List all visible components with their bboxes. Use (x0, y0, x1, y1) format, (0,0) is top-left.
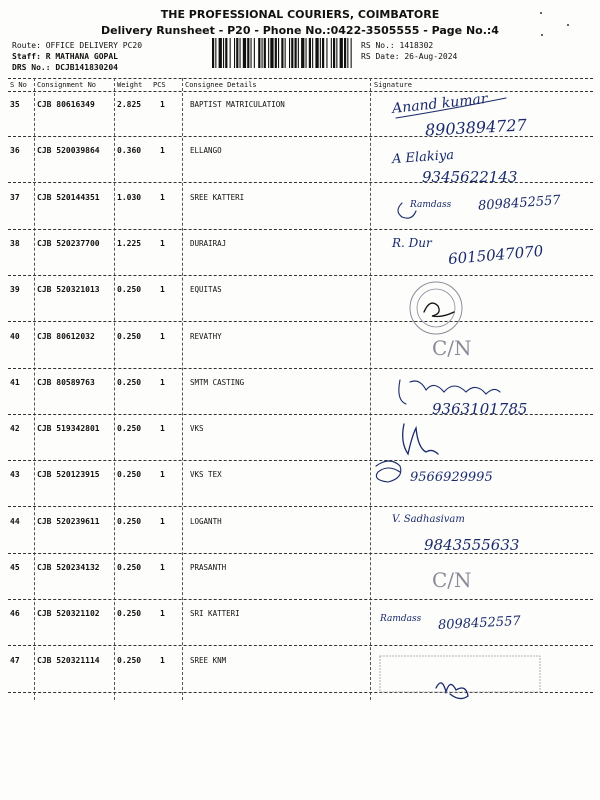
rs-date: RS Date: 26-Aug-2024 (361, 52, 458, 61)
barcode-bar (298, 38, 299, 68)
row-pcs: 1 (160, 609, 165, 618)
barcode-bar (223, 38, 224, 68)
sig-43-phone: 9566929995 (410, 470, 493, 485)
table-row (0, 517, 600, 527)
row-consignee: REVATHY (190, 332, 222, 341)
sig-46-phone: 8098452557 (437, 613, 522, 634)
row-consignee: PRASANTH (190, 563, 227, 572)
row-weight: 0.250 (117, 424, 142, 433)
row-pcs: 1 (160, 470, 165, 479)
column-divider (182, 78, 183, 700)
row-consignment-no: CJB 520144351 (37, 193, 100, 202)
row-sno: 35 (10, 100, 20, 109)
table-top-rule (8, 78, 593, 79)
row-separator (8, 414, 593, 415)
row-sno: 40 (10, 332, 20, 341)
row-consignee: BAPTIST MATRICULATION (190, 100, 285, 109)
row-sno: 42 (10, 424, 20, 433)
row-pcs: 1 (160, 332, 165, 341)
row-weight: 0.360 (117, 146, 142, 155)
barcode-bar (230, 38, 231, 68)
barcode-bar (333, 38, 335, 68)
row-separator (8, 321, 593, 322)
row-separator (8, 460, 593, 461)
row-separator (8, 692, 593, 693)
row-consignee: LOGANTH (190, 517, 222, 526)
sig-37-name: Ramdass (410, 200, 452, 210)
barcode-bar (251, 38, 252, 68)
barcode-bar (264, 38, 266, 68)
runsheet-title: Delivery Runsheet - P20 - Phone No.:0422-3505555 - Page No.:4 (101, 24, 499, 37)
row-pcs: 1 (160, 146, 165, 155)
col-header-weight: Weight (117, 81, 143, 89)
row-consignee: SRI KATTERI (190, 609, 240, 618)
row-consignment-no: CJB 520237700 (37, 239, 100, 248)
sig-40-mark: C/N (432, 336, 472, 360)
row-weight: 1.030 (117, 193, 142, 202)
row-sno: 46 (10, 609, 20, 618)
barcode-bar (225, 38, 227, 68)
row-pcs: 1 (160, 563, 165, 572)
sig-38-name: R. Dur (392, 236, 432, 250)
barcode-bar (295, 38, 297, 68)
row-weight: 0.250 (117, 656, 142, 665)
barcode-bar (322, 38, 324, 68)
rs-number: RS No.: 1418302 (361, 41, 434, 50)
barcode-bar (278, 38, 279, 68)
table-row (0, 332, 600, 342)
row-separator (8, 553, 593, 554)
row-separator (8, 506, 593, 507)
row-consignee: VKS TEX (190, 470, 222, 479)
table-row (0, 193, 600, 203)
row-consignment-no: CJB 519342801 (37, 424, 100, 433)
table-row (0, 378, 600, 388)
row-consignee: ELLANGO (190, 146, 222, 155)
scan-dot (541, 34, 543, 36)
row-sno: 39 (10, 285, 20, 294)
row-consignee: SREE KATTERI (190, 193, 245, 202)
sig-41-phone: 9363101785 (432, 400, 528, 418)
barcode-bar (258, 38, 260, 68)
barcode (212, 38, 352, 68)
barcode-bar (291, 38, 293, 68)
row-weight: 0.250 (117, 470, 142, 479)
barcode-bar (344, 38, 346, 68)
column-divider (114, 78, 115, 700)
row-pcs: 1 (160, 378, 165, 387)
row-consignee: SMTM CASTING (190, 378, 245, 387)
row-consignment-no: CJB 520123915 (37, 470, 100, 479)
barcode-bar (336, 38, 337, 68)
row-weight: 0.250 (117, 609, 142, 618)
barcode-bar (351, 38, 352, 68)
sig-44-phone: 9843555633 (424, 536, 520, 554)
row-sno: 45 (10, 563, 20, 572)
scan-dot (540, 12, 542, 14)
sig-44-name: V. Sadhasivam (392, 514, 465, 525)
row-consignment-no: CJB 520234132 (37, 563, 100, 572)
drs-number: DRS No.: DCJB141830204 (12, 63, 118, 72)
company-title: THE PROFESSIONAL COURIERS, COIMBATORE (160, 8, 440, 21)
table-row (0, 563, 600, 573)
column-divider (370, 78, 371, 700)
row-consignment-no: CJB 520239611 (37, 517, 100, 526)
route-text: Route: OFFICE DELIVERY PC20 (12, 41, 143, 50)
barcode-bar (289, 38, 290, 68)
row-weight: 1.225 (117, 239, 142, 248)
row-separator (8, 599, 593, 600)
row-weight: 0.250 (117, 517, 142, 526)
col-header-pcs: PCS (153, 81, 166, 89)
row-consignment-no: CJB 80589763 (37, 378, 95, 387)
row-consignment-no: CJB 80612032 (37, 332, 95, 341)
row-consignment-no: CJB 520321102 (37, 609, 100, 618)
table-row (0, 146, 600, 156)
sig-38-phone: 6015047070 (447, 241, 545, 269)
col-header-signature: Signature (374, 81, 412, 89)
barcode-bar (219, 38, 222, 68)
row-separator (8, 645, 593, 646)
barcode-bar (285, 38, 286, 68)
barcode-bar (281, 38, 283, 68)
row-consignee: VKS (190, 424, 204, 433)
sig-37-phone: 8098452557 (477, 193, 562, 214)
barcode-bar (331, 38, 332, 68)
staff-text: Staff: R MATHANA GOPAL (12, 52, 118, 61)
row-sno: 37 (10, 193, 20, 202)
barcode-bar (268, 38, 269, 68)
table-header-rule (8, 91, 593, 92)
table-row (0, 609, 600, 619)
row-consignment-no: CJB 80616349 (37, 100, 95, 109)
barcode-bar (315, 38, 318, 68)
sig-46-name: Ramdass (380, 614, 422, 624)
row-consignee: DURAIRAJ (190, 239, 227, 248)
barcode-bar (275, 38, 277, 68)
col-header-consignment: Consignment No (37, 81, 97, 89)
sig-35-name: Anand kumar (391, 91, 489, 117)
barcode-bar (312, 38, 313, 68)
row-weight: 0.250 (117, 285, 142, 294)
barcode-bar (262, 38, 263, 68)
row-separator (8, 182, 593, 183)
row-pcs: 1 (160, 517, 165, 526)
table-row (0, 470, 600, 480)
row-pcs: 1 (160, 656, 165, 665)
barcode-bar (326, 38, 327, 68)
row-pcs: 1 (160, 239, 165, 248)
barcode-bar (234, 38, 235, 68)
row-separator (8, 229, 593, 230)
barcode-bar (212, 38, 214, 68)
row-sno: 47 (10, 656, 20, 665)
row-pcs: 1 (160, 285, 165, 294)
row-sno: 36 (10, 146, 20, 155)
row-sno: 44 (10, 517, 20, 526)
barcode-bar (254, 38, 255, 68)
sig-36-phone: 9345622143 (422, 168, 518, 186)
row-sno: 41 (10, 378, 20, 387)
row-pcs: 1 (160, 193, 165, 202)
sig-36-name: A Elakiya (391, 147, 455, 168)
sig-35-phone: 8903894727 (424, 115, 528, 140)
barcode-bar (320, 38, 321, 68)
barcode-bar (215, 38, 216, 68)
row-sno: 38 (10, 239, 20, 248)
row-consignment-no: CJB 520321114 (37, 656, 100, 665)
sig-45-mark: C/N (432, 568, 472, 592)
column-divider (34, 78, 35, 700)
row-separator (8, 275, 593, 276)
row-consignment-no: CJB 520321013 (37, 285, 100, 294)
row-consignee: SREE KNM (190, 656, 227, 665)
col-header-consignee: Consignee Details (185, 81, 257, 89)
barcode-bar (236, 38, 238, 68)
row-consignment-no: CJB 520039864 (37, 146, 100, 155)
row-consignee: EQUITAS (190, 285, 222, 294)
col-header-sno: S No (10, 81, 27, 89)
row-sno: 43 (10, 470, 20, 479)
barcode-bar (306, 38, 307, 68)
row-pcs: 1 (160, 424, 165, 433)
row-weight: 2.825 (117, 100, 142, 109)
barcode-bar (340, 38, 343, 68)
scan-dot (567, 24, 569, 26)
table-row (0, 285, 600, 295)
table-row (0, 424, 600, 434)
table-row (0, 656, 600, 666)
row-weight: 0.250 (117, 563, 142, 572)
barcode-bar (347, 38, 348, 68)
barcode-bar (309, 38, 311, 68)
row-weight: 0.250 (117, 378, 142, 387)
row-separator (8, 136, 593, 137)
barcode-bar (247, 38, 249, 68)
barcode-bar (243, 38, 246, 68)
row-pcs: 1 (160, 100, 165, 109)
row-weight: 0.250 (117, 332, 142, 341)
table-row (0, 100, 600, 110)
row-separator (8, 368, 593, 369)
barcode-bar (240, 38, 241, 68)
barcode-bar (270, 38, 273, 68)
table-row (0, 239, 600, 249)
barcode-bar (301, 38, 304, 68)
